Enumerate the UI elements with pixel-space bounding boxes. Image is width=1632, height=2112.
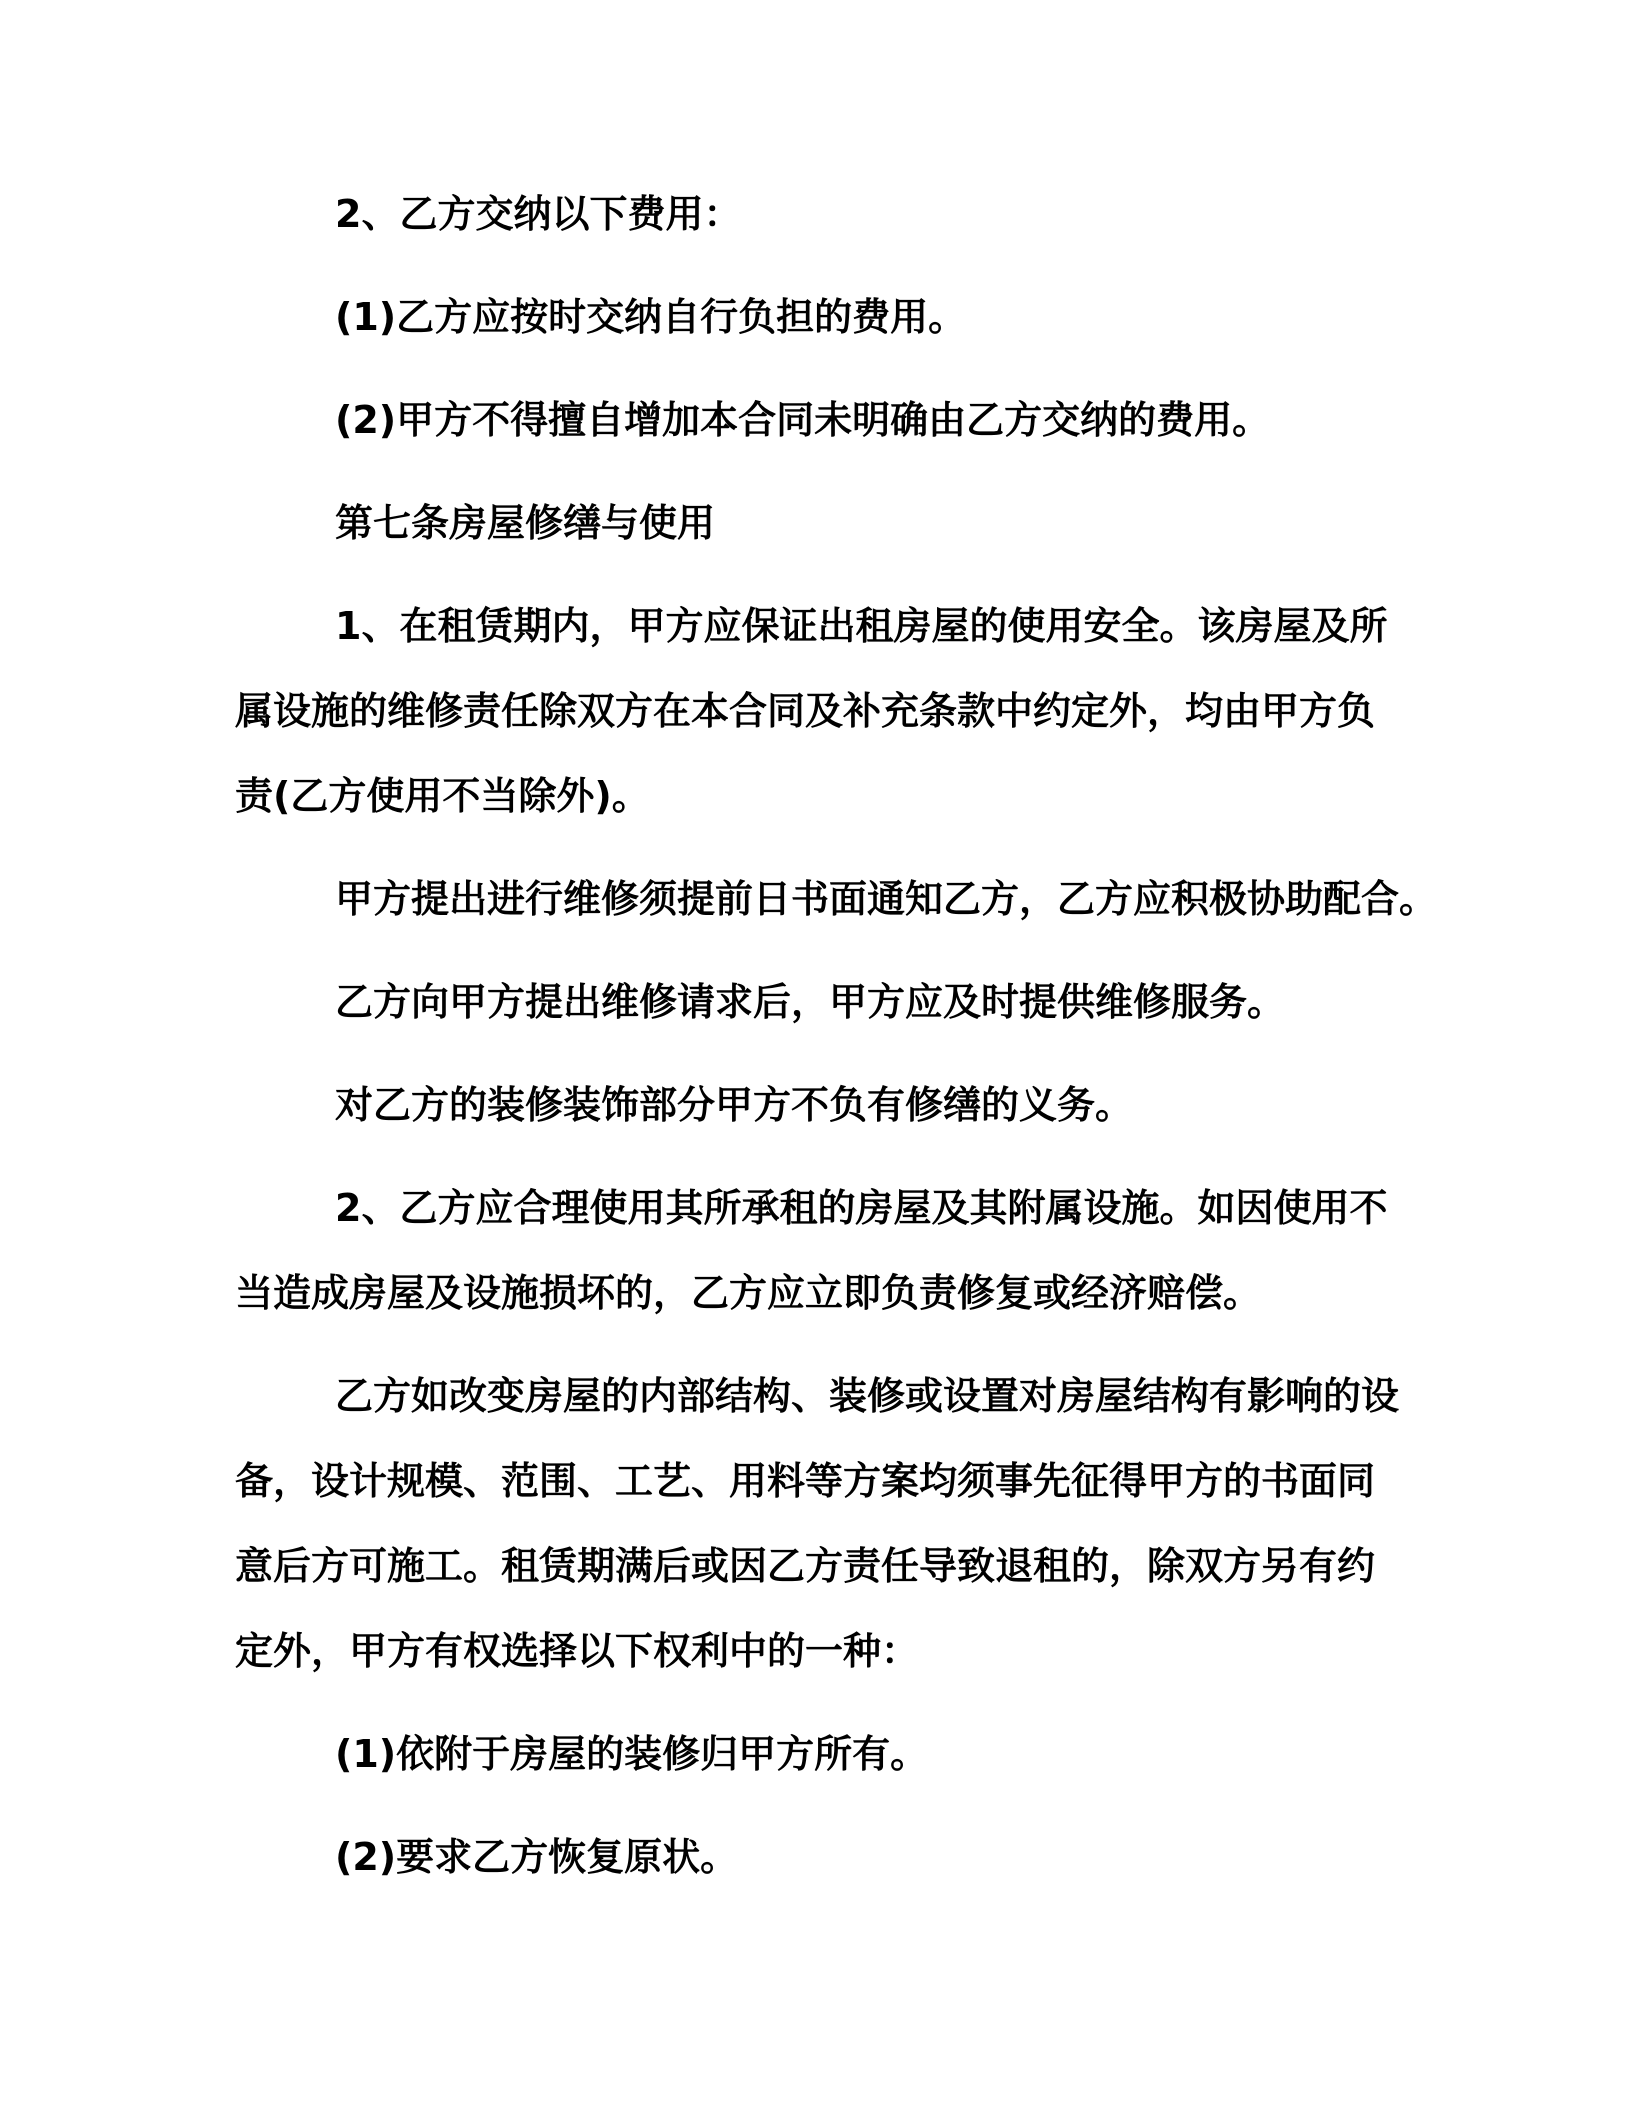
paragraph [235,960,1432,1045]
text-line: 对乙方的装修装饰部分甲方不负有修缮的义务。 [335,1083,1134,1127]
paragraph [235,584,1432,839]
text-line: (1)依附于房屋的装修归甲方所有。 [335,1732,929,1776]
text-line: 乙方如改变房屋的内部结构、装修或设置对房屋结构有影响的设 [335,1374,1400,1418]
paragraph [235,1354,1432,1694]
paragraph [235,1063,1432,1148]
text-line: 乙方向甲方提出维修请求后，甲方应及时提供维修服务。 [335,980,1286,1024]
paragraph [235,172,1432,257]
paragraph [235,1815,1432,1900]
text-line: 1、在租赁期内，甲方应保证出租房屋的使用安全。该房屋及所 [335,604,1388,648]
text-line: (2)要求乙方恢复原状。 [335,1835,739,1879]
text-line: 2、乙方应合理使用其所承租的房屋及其附属设施。如因使用不 [335,1186,1388,1230]
paragraph [235,857,1438,942]
paragraph [235,275,1432,360]
text-line: 定外，甲方有权选择以下权利中的一种： [235,1629,920,1673]
text-line: (2)甲方不得擅自增加本合同未明确由乙方交纳的费用。 [335,398,1271,442]
paragraph [235,1712,1432,1797]
clause-heading [235,481,1432,566]
text-line: 甲方提出进行维修须提前日书面通知乙方，乙方应积极协助配合。 [335,877,1438,921]
text-line: (1)乙方应按时交纳自行负担的费用。 [335,295,967,339]
text-line: 2、乙方交纳以下费用： [335,192,742,236]
text-line: 当造成房屋及设施损坏的，乙方应立即负责修复或经济赔偿。 [235,1271,1262,1315]
text-line: 责(乙方使用不当除外)。 [235,774,650,818]
text-line: 意后方可施工。租赁期满后或因乙方责任导致退租的，除双方另有约 [235,1544,1376,1588]
text-line: 第七条房屋修缮与使用 [335,501,716,545]
text-line: 属设施的维修责任除双方在本合同及补充条款中约定外，均由甲方负 [235,689,1376,733]
paragraph [235,378,1432,463]
paragraph [235,1166,1432,1336]
text-line: 备，设计规模、范围、工艺、用料等方案均须事先征得甲方的书面同 [235,1459,1376,1503]
